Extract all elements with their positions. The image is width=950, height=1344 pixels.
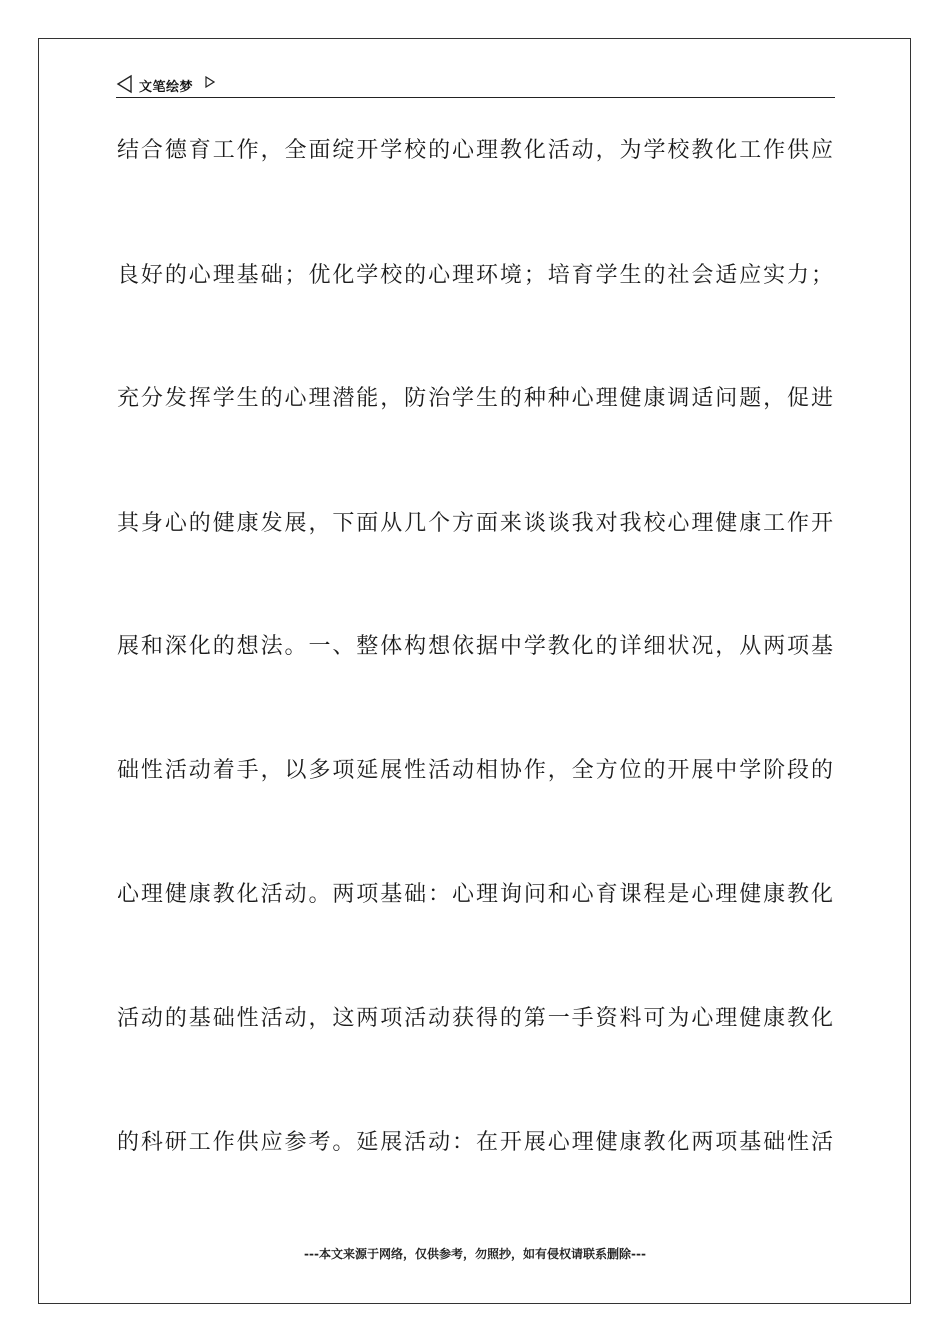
page-border: [38, 38, 911, 1304]
header-title: 文笔绘梦: [139, 80, 194, 95]
body-line: 其身心的健康发展，下面从几个方面来谈谈我对我校心理健康工作开: [117, 511, 833, 536]
body-line: 展和深化的想法。一、整体构想依据中学教化的详细状况，从两项基: [117, 634, 833, 659]
footer-disclaimer: ---本文来源于网络，仅供参考，勿照抄，如有侵权请联系删除---: [304, 1247, 646, 1261]
body-line: 心理健康教化活动。两项基础：心理询问和心育课程是心理健康教化: [117, 882, 833, 907]
body-line: 结合德育工作，全面绽开学校的心理教化活动，为学校教化工作供应: [117, 138, 833, 163]
triangle-left-outline-icon: [116, 74, 132, 94]
page-header: [116, 74, 834, 98]
body-line: 充分发挥学生的心理潜能，防治学生的种种心理健康调适问题，促进: [117, 386, 833, 411]
triangle-right-outline-icon: [205, 76, 215, 88]
body-line: 良好的心理基础；优化学校的心理环境；培育学生的社会适应实力；: [117, 263, 833, 288]
body-line: 础性活动着手，以多项延展性活动相协作，全方位的开展中学阶段的: [117, 758, 833, 783]
body-line: 活动的基础性活动，这两项活动获得的第一手资料可为心理健康教化: [117, 1006, 833, 1031]
header-rule: [116, 97, 835, 98]
body-line: 的科研工作供应参考。延展活动：在开展心理健康教化两项基础性活: [117, 1130, 833, 1155]
